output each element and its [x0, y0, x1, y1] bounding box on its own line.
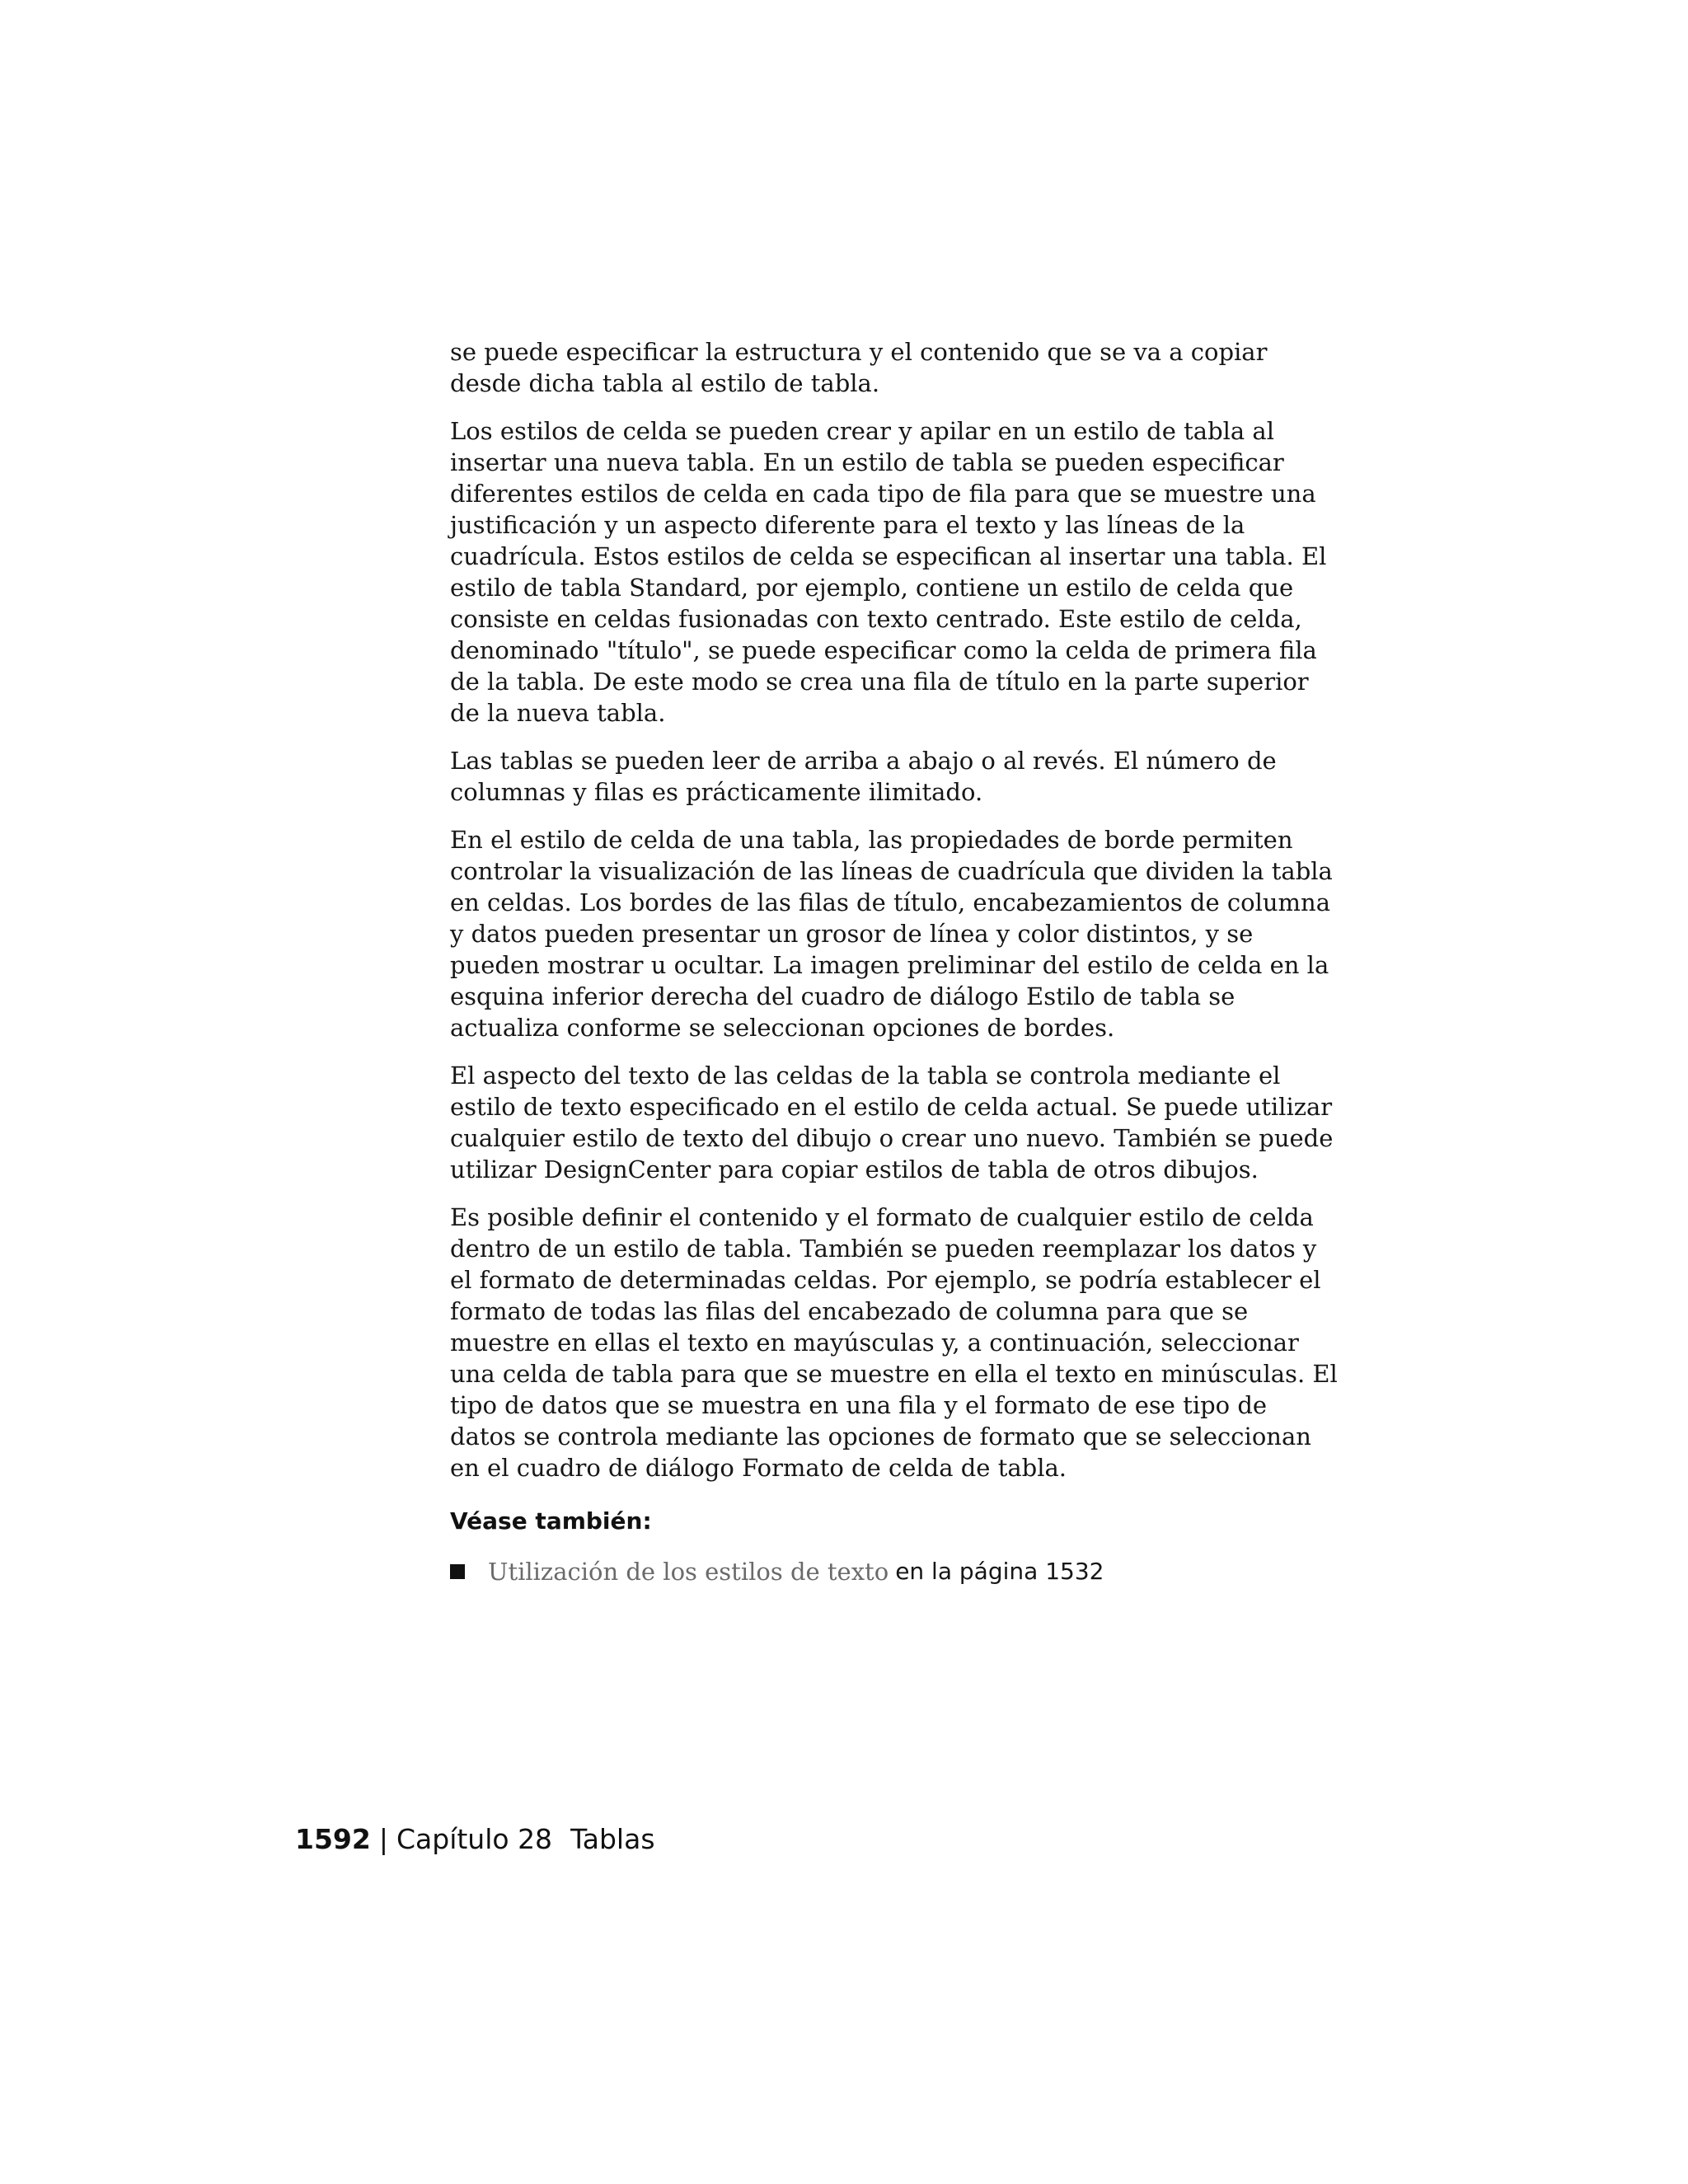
- chapter-title: Tablas: [570, 1823, 655, 1855]
- paragraph: Las tablas se pueden leer de arriba a abajo o al revés. El número de columnas y filas es prácticamente ilimitado.: [450, 747, 1277, 806]
- see-also-heading: Véase también:: [450, 1507, 652, 1535]
- page-footer: [295, 1821, 655, 1858]
- paragraph: Es posible definir el contenido y el formato de cualquier estilo de celda dentro de un estilo de tabla. También se pueden reemplazar los datos y el formato de determinadas celdas. Por ejemplo, se podría establecer el formato de todas las filas del encabezado de columna para que se muestre en ellas el texto en mayúsculas y, a continuación, seleccionar una celda de tabla para que se muestre en ella el texto en minúsculas. El tipo de datos que se muestra en una fila y el formato de ese tipo de datos se controla mediante las opciones de formato que se seleccionan en el cuadro de diálogo Formato de celda de tabla.: [450, 1203, 1338, 1482]
- paragraph: El aspecto del texto de las celdas de la tabla se controla mediante el estilo de texto especificado en el estilo de celda actual. Se puede utilizar cualquier estilo de texto del dibujo o crear uno nuevo. También se puede utilizar DesignCenter para copiar estilos de tabla de otros dibujos.: [450, 1062, 1334, 1183]
- paragraph: se puede especificar la estructura y el contenido que se va a copiar desde dicha tabla al estilo de tabla.: [450, 338, 1268, 397]
- square-bullet-icon: [450, 1564, 465, 1579]
- footer-separator: |: [378, 1823, 388, 1855]
- page-number: 1592: [295, 1823, 371, 1855]
- body-text: [450, 336, 1340, 1587]
- see-also-list: [450, 1556, 1340, 1587]
- paragraph: Los estilos de celda se pueden crear y apilar en un estilo de tabla al insertar una nueva tabla. En un estilo de tabla se pueden especificar diferentes estilos de celda en cada tipo de fila para que se muestre una justificación y un aspecto diferente para el texto y las líneas de la cuadrícula. Estos estilos de celda se especifican al insertar una tabla. El estilo de tabla Standard, por ejemplo, contiene un estilo de celda que consiste en celdas fusionadas con texto centrado. Este estilo de celda, denominado "título", se puede especificar como la celda de primera fila de la tabla. De este modo se crea una fila de título en la parte superior de la nueva tabla.: [450, 417, 1327, 727]
- list-item: [450, 1556, 1340, 1587]
- paragraph: En el estilo de celda de una tabla, las propiedades de borde permiten controlar la visualización de las líneas de cuadrícula que dividen la tabla en celdas. Los bordes de las filas de título, encabezamientos de columna y datos pueden presentar un grosor de línea y color distintos, y se pueden mostrar u ocultar. La imagen preliminar del estilo de celda en la esquina inferior derecha del cuadro de diálogo Estilo de tabla se actualiza conforme se seleccionan opciones de bordes.: [450, 826, 1333, 1042]
- cross-reference-link[interactable]: Utilización de los estilos de texto: [488, 1558, 889, 1586]
- chapter-label: Capítulo 28: [396, 1823, 553, 1855]
- page-reference: en la página 1532: [895, 1558, 1104, 1585]
